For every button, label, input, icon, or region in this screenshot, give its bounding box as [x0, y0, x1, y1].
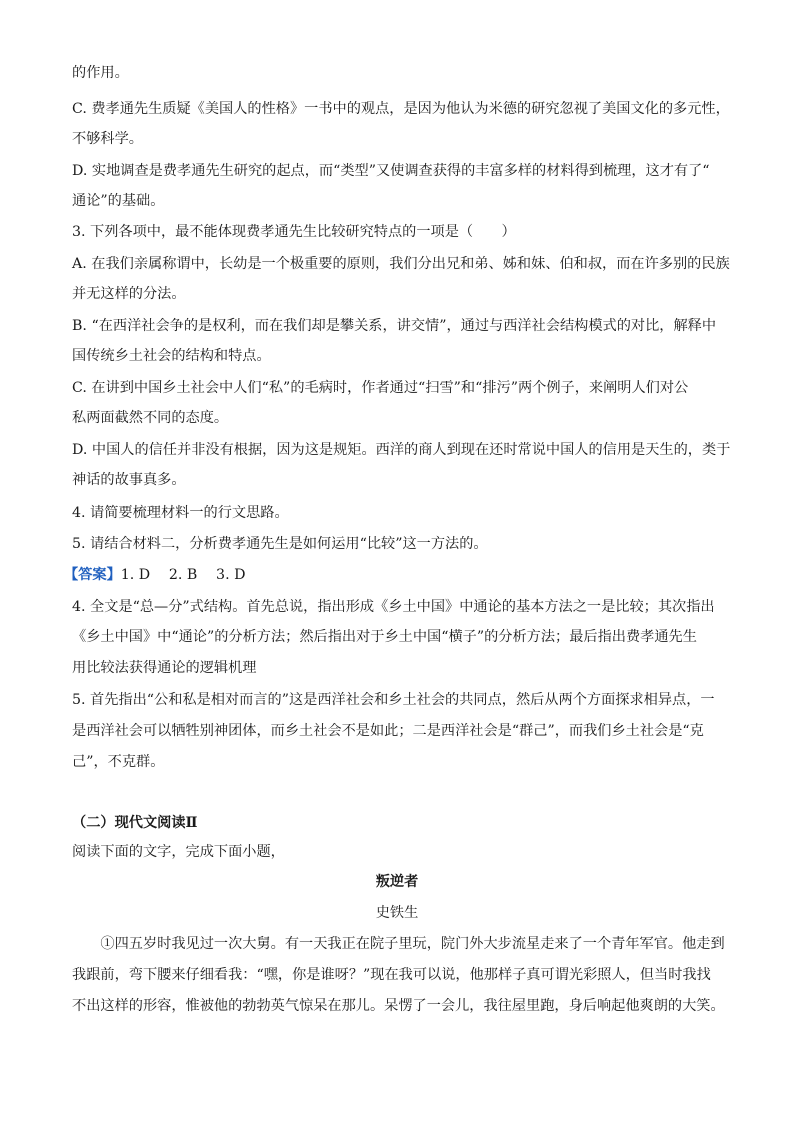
option-d: D. 实地调查是费孝通先生研究的起点，而“类型”又使调查获得的丰富多样的材料得到梳理，这才有了“ [72, 163, 710, 179]
question-5: 5. 请结合材料二，分析费孝通先生是如何运用“比较”这一方法的。 [72, 536, 488, 552]
answer-values: 1. D 2. B 3. D [120, 567, 246, 583]
option-d: D. 中国人的信任并非没有根据，因为这是规矩。西洋的商人到现在还时常说中国人的信用是天生的，类于 [72, 442, 731, 458]
story-title: 叛逆者 [375, 874, 419, 890]
answer-line [64, 565, 724, 585]
text-line: 并无这样的分法。 [72, 286, 186, 302]
text-line: 国传统乡土社会的结构和特点。 [72, 348, 271, 364]
question-4: 4. 请简要梳理材料一的行文思路。 [72, 505, 289, 521]
question-3: 3. 下列各项中，最不能体现费孝通先生比较研究特点的一项是（ ） [72, 224, 516, 240]
text-line: 用比较法获得通论的逻辑机理 [72, 660, 257, 676]
text-line: 《乡土中国》中“通论”的分析方法；然后指出对于乡土中国“横子”的分析方法；最后指出费孝通先生 [72, 629, 697, 645]
option-c: C. 费孝通先生质疑《美国人的性格》一书中的观点，是因为他认为米德的研究忽视了美国文化的多元性， [72, 101, 730, 117]
option-a: A. 在我们亲属称谓中，长幼是一个极重要的原则，我们分出兄和弟、姊和妹、伯和叔，而在许多别的民族 [72, 256, 730, 272]
text-line: 私两面截然不同的态度。 [72, 410, 229, 426]
paragraph-line: 不出这样的形容，惟被他的勃勃英气惊呆在那儿。呆愣了一会儿，我往屋里跑，身后响起他爽朗的大笑。 [72, 998, 725, 1014]
paragraph-line: 我跟前，弯下腰来仔细看我：“嘿，你是谁呀？”现在我可以说，他那样子真可谓光彩照人，但当时我找 [72, 967, 711, 983]
text-line: 己”，不克群。 [72, 754, 165, 770]
option-b: B. “在西洋社会争的是权利，而在我们却是攀关系，讲交情”，通过与西洋社会结构模式的对比，解释中 [72, 318, 717, 334]
text-line: 不够科学。 [72, 131, 143, 147]
instruction: 阅读下面的文字，完成下面小题， [72, 844, 285, 860]
option-c: C. 在讲到中国乡土社会中人们“私”的毛病时，作者通过“扫雪”和“排污”两个例子，来阐明人们对公 [72, 380, 689, 396]
answer-5: 5. 首先指出“公和私是相对而言的”这是西洋社会和乡土社会的共同点，然后从两个方面探求相异点，一 [72, 692, 715, 708]
paragraph-line: ①四五岁时我见过一次大舅。有一天我正在院子里玩，院门外大步流星走来了一个青年军官。他走到 [72, 936, 725, 952]
story-author: 史铁生 [375, 905, 419, 921]
text-line: 是西洋社会可以牺牲别神团体，而乡土社会不是如此；二是西洋社会是“群己”，而我们乡土社会是“克 [72, 723, 704, 739]
text-line: 神话的故事真多。 [72, 472, 186, 488]
answer-tag: 【答案】 [64, 567, 121, 583]
section-heading: （二）现代文阅读Ⅱ [72, 815, 198, 831]
text-line: 的作用。 [72, 65, 129, 81]
answer-4: 4. 全文是“总—分”式结构。首先总说，指出形成《乡土中国》中通论的基本方法之一是比较；其次指出 [72, 599, 715, 615]
text-line: 通论”的基础。 [72, 193, 165, 209]
